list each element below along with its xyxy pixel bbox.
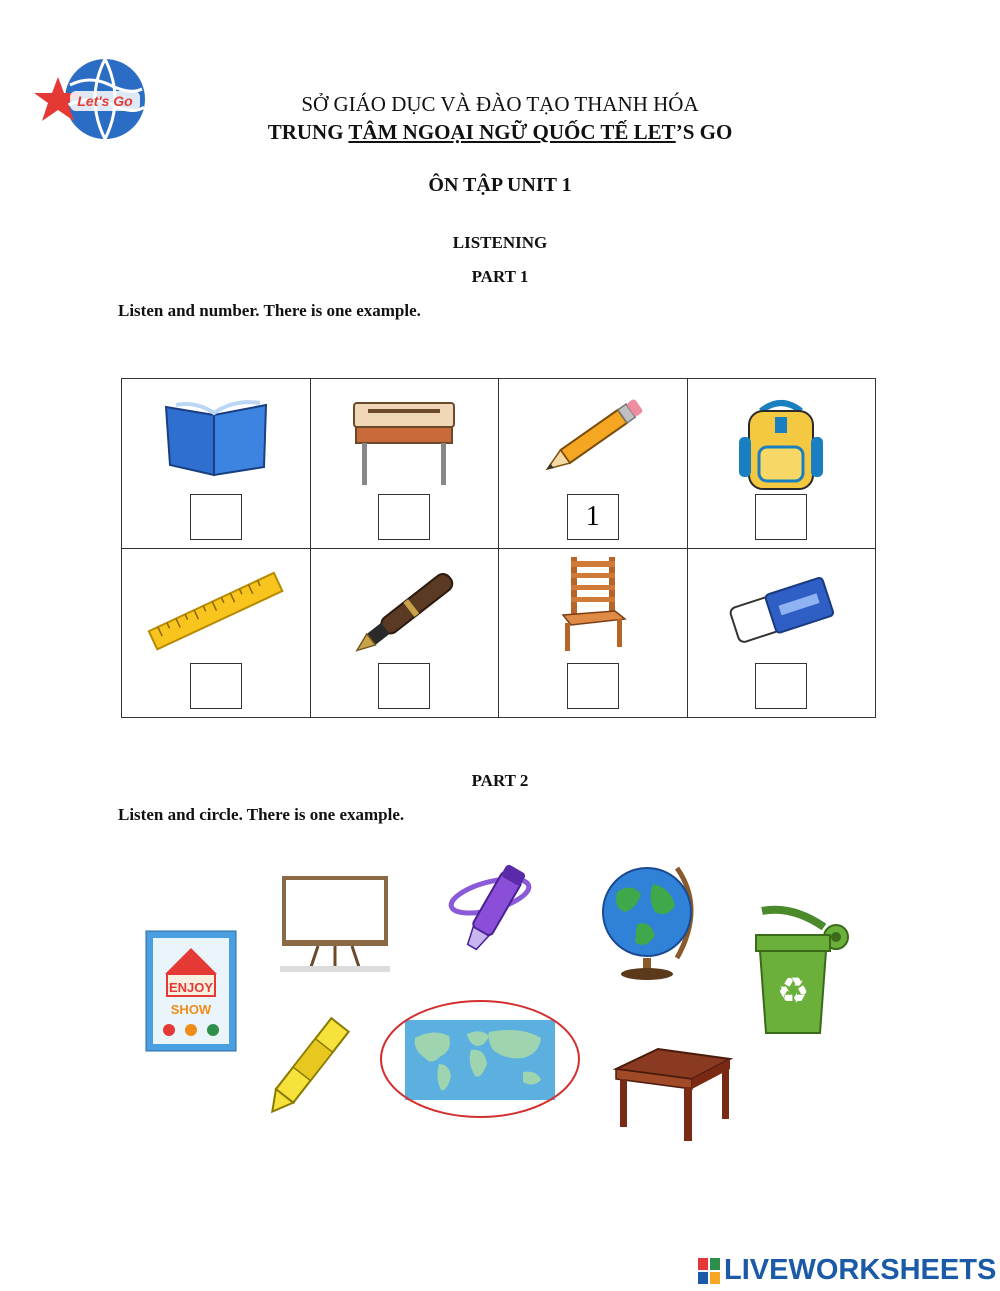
center-title	[0, 120, 1000, 145]
center-title-prefix: TRUNG	[267, 120, 349, 144]
answer-box[interactable]	[755, 663, 807, 709]
example-circle	[378, 998, 582, 1125]
answer-box[interactable]	[378, 663, 430, 709]
board-icon[interactable]	[280, 876, 390, 979]
part2-heading: PART 2	[471, 771, 529, 790]
department-title: SỞ GIÁO DỤC VÀ ĐÀO TẠO THANH HÓA	[301, 92, 699, 116]
crayon-icon[interactable]	[248, 1005, 372, 1130]
grid-cell	[499, 379, 688, 549]
center-title-suffix: ’S GO	[675, 120, 733, 144]
chair-icon	[553, 555, 633, 653]
pen-icon	[339, 567, 469, 663]
answer-box[interactable]	[190, 663, 242, 709]
school-bag-icon	[731, 397, 831, 493]
grid-cell	[499, 548, 688, 718]
grid-cell	[122, 379, 311, 549]
part1-heading: PART 1	[471, 267, 529, 286]
ruler-icon	[141, 567, 291, 657]
poster-icon[interactable]	[145, 930, 237, 1057]
poster-text-show: SHOW	[170, 1002, 212, 1017]
listening-heading: LISTENING	[452, 233, 548, 252]
globe-icon[interactable]	[597, 862, 703, 987]
grid-cell	[687, 548, 876, 718]
table-icon[interactable]	[612, 1045, 734, 1150]
answer-box[interactable]	[755, 494, 807, 540]
grid-cell	[310, 379, 499, 549]
part2-instruction: Listen and circle. There is one example.	[118, 805, 405, 824]
center-title-underlined: TÂM NGOẠI NGỮ QUỐC TẾ LET	[348, 120, 676, 144]
grid-cell	[687, 379, 876, 549]
logo-text: Let's Go	[77, 93, 133, 109]
svg-text:♻: ♻	[776, 971, 810, 1012]
grid-cell	[310, 548, 499, 718]
part1-grid	[121, 378, 876, 718]
answer-box[interactable]	[567, 663, 619, 709]
marker-icon[interactable]	[446, 862, 536, 971]
answer-box[interactable]	[190, 494, 242, 540]
part1-instruction: Listen and number. There is one example.	[118, 301, 421, 320]
bin-icon[interactable]	[752, 905, 856, 1044]
grid-cell	[122, 548, 311, 718]
eraser-icon	[721, 567, 841, 647]
poster-text-enjoy: ENJOY	[168, 980, 214, 995]
liveworksheets-logo	[698, 1254, 996, 1287]
answer-box[interactable]	[378, 494, 430, 540]
pencil-icon	[533, 397, 653, 477]
desk-icon	[344, 397, 464, 489]
answer-box[interactable]	[567, 494, 619, 540]
book-icon	[156, 397, 276, 477]
watermark-text: LIVEWORKSHEETS	[724, 1254, 997, 1286]
worksheet-title: ÔN TẬP UNIT 1	[428, 174, 572, 196]
